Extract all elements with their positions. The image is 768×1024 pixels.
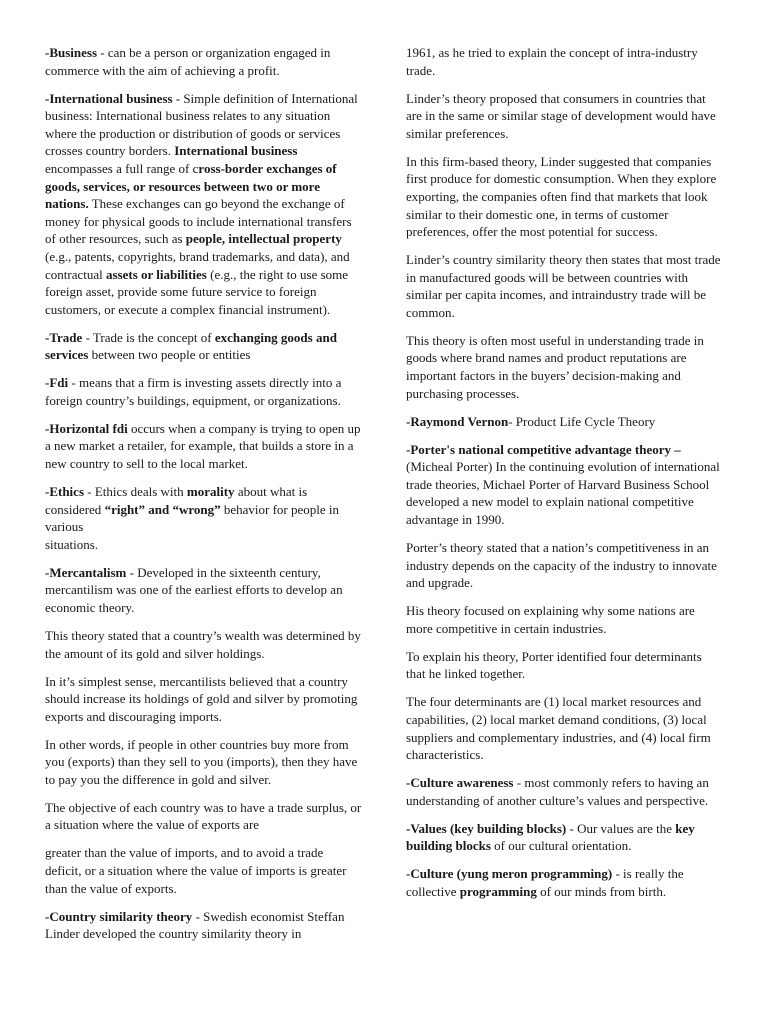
text: Linder’s country similarity theory then states that most trade in manufactured goods will be between countries with similar per capita incomes, and intraindustry trade will be common. (406, 252, 721, 320)
paragraph (45, 374, 363, 409)
bold-text: -Country similarity theory (45, 908, 193, 924)
paragraph (406, 602, 724, 637)
paragraph (406, 774, 724, 809)
bold-text: International business (174, 143, 298, 159)
bold-text: -Ethics (45, 484, 84, 500)
bold-text: “right” and “wrong” (104, 501, 221, 517)
paragraph (45, 844, 363, 897)
right-column (406, 44, 724, 911)
paragraph (406, 90, 724, 143)
text: situations. (45, 536, 99, 552)
text: - Product Life Cycle Theory (508, 413, 656, 429)
text: Porter’s theory stated that a nation’s competitiveness in an industry depends on the capacity of the industry to innovate and upgrade. (406, 539, 717, 591)
text: occurs when a company is trying to open up a new market a retailer, for example, that builds a store in a new country to sell to the local market. (45, 420, 361, 472)
text: - Our values are the (566, 820, 676, 836)
paragraph (406, 865, 724, 900)
text: of our cultural orientation. (490, 838, 632, 854)
bold-text: -Porter's national competitive advantage theory – (406, 441, 681, 457)
text: greater than the value of imports, and to avoid a trade deficit, or a situation where the value of imports is greater than the value of exports. (45, 845, 347, 896)
paragraph (45, 420, 363, 473)
paragraph (45, 627, 363, 662)
bold-text: -Mercantalism (45, 564, 127, 580)
bold-text: morality (186, 484, 235, 500)
bold-text: -Raymond Vernon (406, 413, 509, 429)
text: (e.g., the right to use some foreign asset, provide some future service to foreign customers, or execute a complex financial instrument). (45, 266, 349, 317)
paragraph (406, 693, 724, 763)
paragraph (406, 153, 724, 241)
text: His theory focused on explaining why some nations are more competitive in certain industries. (406, 603, 695, 636)
text: In it’s simplest sense, mercantilists believed that a country should increase its holdings of gold and silver by promoting exports and discouraging imports. (45, 673, 358, 724)
bold-text: -Culture awareness (406, 775, 514, 791)
text: These exchanges can go beyond the exchange of money for physical goods to include international transfers of other resources, such as (45, 196, 352, 247)
bold-text: -Horizontal fdi (45, 420, 128, 436)
paragraph (45, 736, 363, 789)
text: - is really the collective (406, 866, 684, 899)
paragraph (406, 539, 724, 592)
paragraph (406, 44, 724, 79)
text: - Swedish economist Steffan Linder developed the country similarity theory in (45, 908, 345, 942)
text: This theory is often most useful in understanding trade in goods where brand names and product reputations are important factors in the buyers’ decision-making and purchasing processes. (406, 332, 704, 401)
text: (e.g., patents, copyrights, brand trademarks, and data), and contractual (45, 248, 350, 282)
paragraph (45, 799, 363, 834)
bold-text: -Values (key building blocks) (406, 820, 567, 836)
text: - Developed in the sixteenth century, mercantilism was one of the earliest efforts to develop an economic theory. (45, 564, 343, 615)
paragraph (45, 564, 363, 617)
bold-text: assets or liabilities (106, 266, 207, 282)
bold-text: -International business (45, 90, 173, 106)
text: - most commonly refers to having an understanding of another culture’s values and perspective. (406, 775, 709, 808)
paragraph (406, 820, 724, 855)
paragraph (406, 332, 724, 402)
bold-text: -Culture (yung meron programming) (406, 866, 613, 882)
text: of our minds from birth. (536, 883, 667, 899)
bold-text: key building blocks (406, 820, 695, 854)
bold-text: -Business (45, 45, 98, 60)
text: Linder’s theory proposed that consumers in countries that are in the same or similar stage of development would have similar preferences. (406, 90, 716, 141)
text: - Ethics deals with (84, 484, 187, 500)
bold-text: programming (459, 883, 537, 899)
text: - means that a firm is investing assets directly into a foreign country’s buildings, equipment, or organizations. (45, 375, 342, 408)
paragraph (45, 483, 363, 553)
paragraph (406, 251, 724, 321)
text: about what is considered (45, 484, 308, 517)
paragraph (45, 908, 363, 943)
text: This theory stated that a country’s wealth was determined by the amount of its gold and silver holdings. (45, 627, 361, 661)
text: (Micheal Porter) In the continuing evolution of international trade theories, Michael Porter of Harvard Business School developed a new model to explain national competitive advantage in 1990. (406, 459, 720, 527)
text: encompasses a full range of c (45, 160, 199, 176)
text: behavior for people in various (45, 501, 340, 535)
text: 1961, as he tried to explain the concept of intra-industry trade. (406, 45, 698, 78)
paragraph (45, 673, 363, 726)
bold-text: -Trade (45, 329, 83, 345)
paragraph (406, 648, 724, 683)
paragraph (406, 413, 724, 431)
paragraph (45, 90, 363, 319)
bold-text: -Fdi (45, 375, 69, 391)
text: - Simple definition of International business: International business relates to any situation where the production or distribution of goods or services crosses country borders. (45, 90, 358, 159)
text: - Trade is the concept of (82, 329, 215, 345)
paragraph (45, 329, 363, 364)
bold-text: people, intellectual property (185, 231, 342, 247)
text: - can be a person or organization engaged in commerce with the aim of achieving a profit. (45, 45, 331, 78)
text: In this firm-based theory, Linder suggested that companies first produce for domestic consumption. When they explore exporting, the companies often find that markets that look similar to their domestic one, in terms of customer preferences, offer the most potential for success. (406, 153, 717, 240)
text: The objective of each country was to have a trade surplus, or a situation where the value of exports are (45, 799, 362, 833)
paragraph (45, 44, 363, 79)
bold-text: exchanging goods and services (45, 329, 337, 363)
bold-text: ross-border exchanges of goods, services, or resources between two or more nations. (45, 160, 337, 212)
text: In other words, if people in other countries buy more from you (exports) than they sell to you (imports), then they have to pay you the difference in gold and silver. (45, 736, 358, 787)
text: between two people or entities (88, 347, 251, 363)
text: The four determinants are (1) local market resources and capabilities, (2) local market demand conditions, (3) local suppliers and complementary industries, and (4) local firm characteristics. (406, 694, 711, 763)
left-column (45, 44, 363, 953)
paragraph (406, 441, 724, 529)
text: To explain his theory, Porter identified four determinants that he linked together. (406, 648, 702, 682)
